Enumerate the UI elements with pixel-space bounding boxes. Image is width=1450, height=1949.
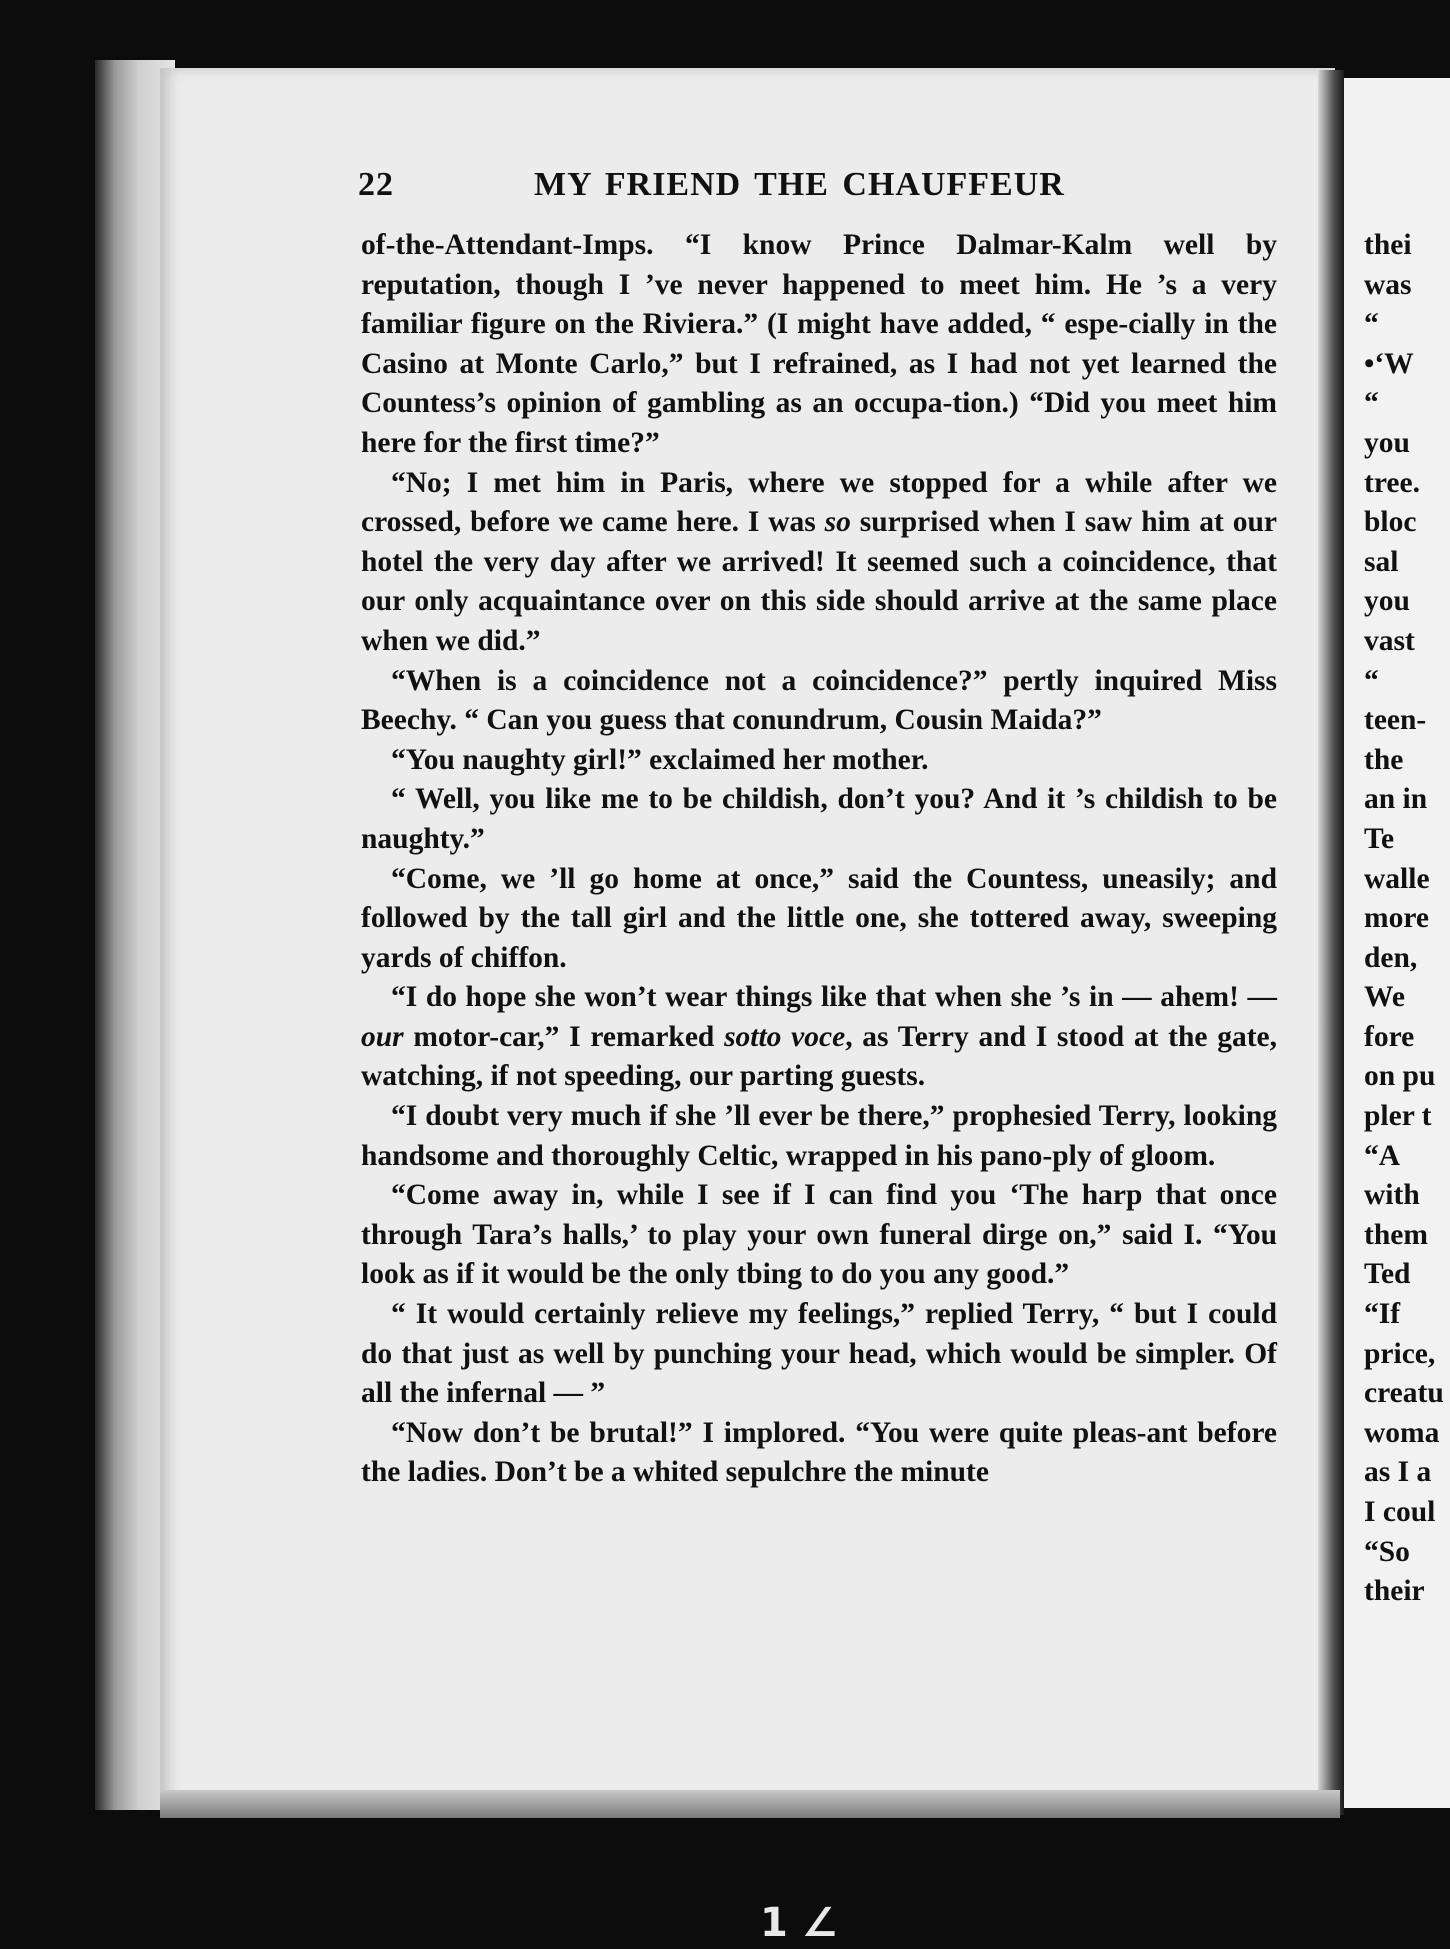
page-gutter-shadow [1318,70,1344,1815]
text-run: “ Well, you like me to be childish, don’t you? And it ’s childish to be naughty.” [361,783,1277,855]
text-run: of-the-Attendant-Imps. “I know Prince Dalmar-Kalm well by reputation, though I ’ve never happened to meet him. He ’s a very familiar figure on the Riviera.” (I might have added, “ espe-cially in the Casino at Monte Carlo,” but I refrained, as I had not yet learned the Countess’s opinion of gambling as an occupa-tion.) “Did you meet him here for the first time?” [361,229,1277,459]
text-run: surprised when I saw him at our hotel the very day after we arrived! It seemed such a coincidence, that our only acquaintance over on this side should arrive at the same place when we did.” [361,506,1277,657]
facing-page-fragment: “If [1364,1298,1401,1331]
facing-page-fragment: you [1364,426,1410,459]
facing-page-fragment: den, [1364,941,1418,974]
paragraph [361,1295,1277,1414]
facing-page-fragment: “ [1364,387,1379,420]
facing-page-fragment: creatu [1364,1377,1444,1410]
facing-page-fragment: teen- [1364,704,1427,737]
page-bottom-edge [160,1790,1340,1818]
text-run: “Come, we ’ll go home at once,” said the Countess, uneasily; and followed by the tall girl and the little one, she tottered away, sweeping yards of chiffon. [361,862,1277,974]
facing-page-fragment: you [1364,585,1410,618]
running-head-title: MY FRIEND THE CHAUFFEUR [534,166,1065,203]
italic-text-run: sotto voce [724,1020,846,1053]
facing-page-fragment: fore [1364,1020,1415,1053]
facing-page-fragment: thei [1364,229,1412,261]
facing-page-fragment: sal [1364,545,1399,578]
facing-page-fragment: pler t [1364,1100,1432,1133]
facing-page-fragment: the [1364,743,1404,776]
text-run: “When is a coincidence not a coincidence?” pertly inquired Miss Beechy. “ Can you guess that conundrum, Cousin Maida?” [361,664,1277,737]
facing-page-fragment: Te [1364,822,1395,855]
facing-page-text-fragments [1364,226,1450,1612]
text-run: “Now don’t be brutal!” I implored. “You were quite pleas-ant before the ladies. Don’t be a whited sepulchre the minute [361,1416,1277,1489]
paragraph [361,780,1277,859]
facing-page-fragment: bloc [1364,506,1417,539]
facing-page-fragment: walle [1364,862,1430,895]
paragraph [361,226,1277,464]
facing-page-fragment: them [1364,1218,1428,1251]
paragraph [361,1176,1277,1295]
running-head [358,166,1278,210]
facing-page-fragment: their [1364,1575,1425,1608]
italic-text-run: so [824,506,851,539]
paragraph [361,1097,1277,1176]
facing-page-fragment: “A [1364,1139,1401,1172]
page-number: 22 [358,166,394,203]
facing-page-fragment: woma [1364,1416,1440,1449]
text-run: “You naughty girl!” exclaimed her mother. [391,743,929,776]
paragraph [361,1414,1277,1493]
facing-page-fragment: was [1364,268,1412,301]
text-run: “I doubt very much if she ’ll ever be there,” prophesied Terry, looking handsome and thoroughly Celtic, wrapped in his pano-ply of gloom. [361,1100,1277,1172]
facing-page-fragment: I coul [1364,1496,1436,1528]
text-run: “I do hope she won’t wear things like that when she ’s in — ahem! — [391,981,1277,1014]
facing-page-fragment: on pu [1364,1060,1436,1093]
page-body-text [361,226,1277,1493]
facing-page-fragment: as I a [1364,1456,1432,1489]
paragraph [361,464,1277,662]
paragraph [361,860,1277,979]
paragraph [361,662,1277,741]
facing-page-fragment: Ted [1364,1258,1411,1291]
facing-page-fragment: “ [1364,664,1379,697]
italic-text-run: our [361,1020,404,1053]
text-run: “No; I met him in Paris, where we stopped for a while after we crossed, before we came here. I was [361,466,1277,539]
text-run: “ It would certainly relieve my feelings,” replied Terry, “ but I could do that just as well by punching your head, which would be simpler. Of all the infernal — ” [361,1298,1277,1410]
footer-mark: 1 ∠ [760,1900,838,1946]
facing-page-fragment: more [1364,902,1429,935]
facing-page-fragment: an in [1364,783,1428,816]
facing-page-fragment: “ [1364,308,1379,341]
text-run: “Come away in, while I see if I can find you ‘The harp that once through Tara’s halls,’ to play your own funeral dirge on,” said I. “You look as if it would be the only tbing to do you any good.” [361,1179,1277,1291]
facing-page-fragment: with [1364,1179,1420,1212]
facing-page-fragment: We [1364,981,1405,1014]
facing-page-fragment: “So [1364,1535,1410,1568]
facing-page-fragment: vast [1364,624,1415,657]
text-run: , as Terry and I stood at the gate, watching, if not speeding, our parting guests. [361,1020,1277,1093]
facing-page-fragment: price, [1364,1337,1436,1370]
facing-page-fragment: •‘W [1364,347,1414,380]
text-run: motor-car,” I remarked [403,1020,725,1053]
facing-page-fragment: tree. [1364,466,1420,499]
paragraph [361,741,1277,781]
paragraph [361,978,1277,1097]
